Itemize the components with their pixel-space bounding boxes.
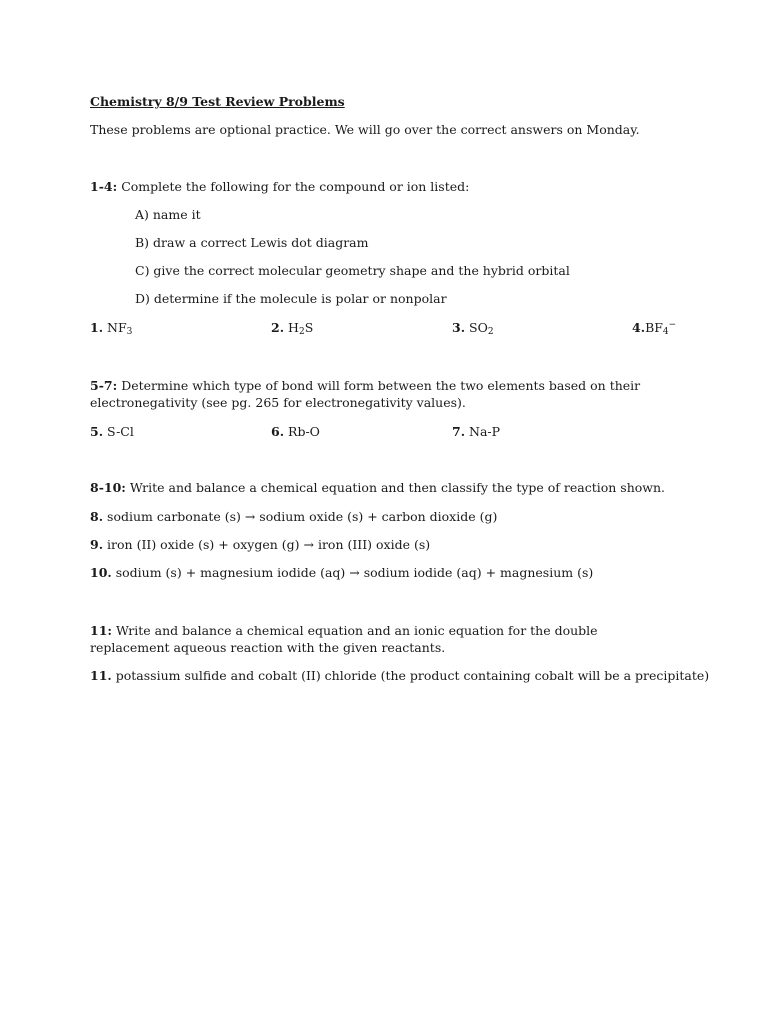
bond-pair: Rb-O <box>288 424 320 439</box>
section-3-instructions <box>90 480 665 495</box>
section-2-instructions <box>90 377 650 411</box>
bond-pair: Na-P <box>469 424 501 439</box>
problem-2 <box>271 320 313 337</box>
problem-number: 2. <box>271 320 285 335</box>
problem-number: 9. <box>90 537 104 552</box>
problem-7 <box>452 424 500 439</box>
formula: $H_2S$ <box>288 320 314 337</box>
section-1-text: Complete the following for the compound or ion listed: <box>121 179 470 194</box>
problem-11 <box>90 668 709 683</box>
task-item-d: D) determine if the molecule is polar or nonpolar <box>135 291 447 306</box>
task-item-c: C) give the correct molecular geometry shape and the hybrid orbital <box>135 263 570 278</box>
section-4-text: Write and balance a chemical equation and an ionic equation for the double replacement aqueous reaction with the given reactants. <box>90 623 598 655</box>
section-4-heading: 11: <box>90 623 113 638</box>
reaction-text: sodium (s) + magnesium iodide (aq) → sodium iodide (aq) + magnesium (s) <box>115 565 594 580</box>
problem-8 <box>90 509 497 524</box>
reaction-text: sodium carbonate (s) → sodium oxide (s) + carbon dioxide (g) <box>107 509 498 524</box>
section-4-instructions <box>90 622 650 656</box>
reaction-text: potassium sulfide and cobalt (II) chloride (the product containing cobalt will be a precipitate) <box>115 668 710 683</box>
section-3-heading: 8-10: <box>90 480 126 495</box>
problem-5 <box>90 424 134 439</box>
problem-number: 7. <box>452 424 466 439</box>
page-title: Chemistry 8/9 Test Review Problems <box>90 94 345 109</box>
task-item-a: A) name it <box>135 207 201 222</box>
problem-4 <box>632 320 676 337</box>
problem-number: 5. <box>90 424 104 439</box>
problem-number: 1. <box>90 320 104 335</box>
problem-number: 4. <box>632 320 646 335</box>
problem-9 <box>90 537 430 552</box>
task-item-b: B) draw a correct Lewis dot diagram <box>135 235 369 250</box>
bond-pair: S-Cl <box>107 424 134 439</box>
problem-3 <box>452 320 494 337</box>
formula: $BF_4^-$ <box>645 320 677 337</box>
section-1-instructions <box>90 179 469 194</box>
problem-6 <box>271 424 320 439</box>
section-1-heading: 1-4: <box>90 179 118 194</box>
problem-number: 6. <box>271 424 285 439</box>
problem-number: 10. <box>90 565 112 580</box>
problem-1 <box>90 320 132 337</box>
section-2-text: Determine which type of bond will form between the two elements based on their electronegativity (see pg. 265 for electronegativity values). <box>90 378 641 410</box>
formula: $SO_2$ <box>469 320 494 337</box>
problem-number: 8. <box>90 509 104 524</box>
problem-number: 11. <box>90 668 112 683</box>
section-3-text: Write and balance a chemical equation and then classify the type of reaction shown. <box>129 480 666 495</box>
intro-text: These problems are optional practice. We will go over the correct answers on Monday. <box>90 122 640 137</box>
section-2-heading: 5-7: <box>90 378 118 393</box>
problem-number: 3. <box>452 320 466 335</box>
formula: $NF_3$ <box>107 320 133 337</box>
problem-10 <box>90 565 593 580</box>
reaction-text: iron (II) oxide (s) + oxygen (g) → iron (III) oxide (s) <box>107 537 431 552</box>
